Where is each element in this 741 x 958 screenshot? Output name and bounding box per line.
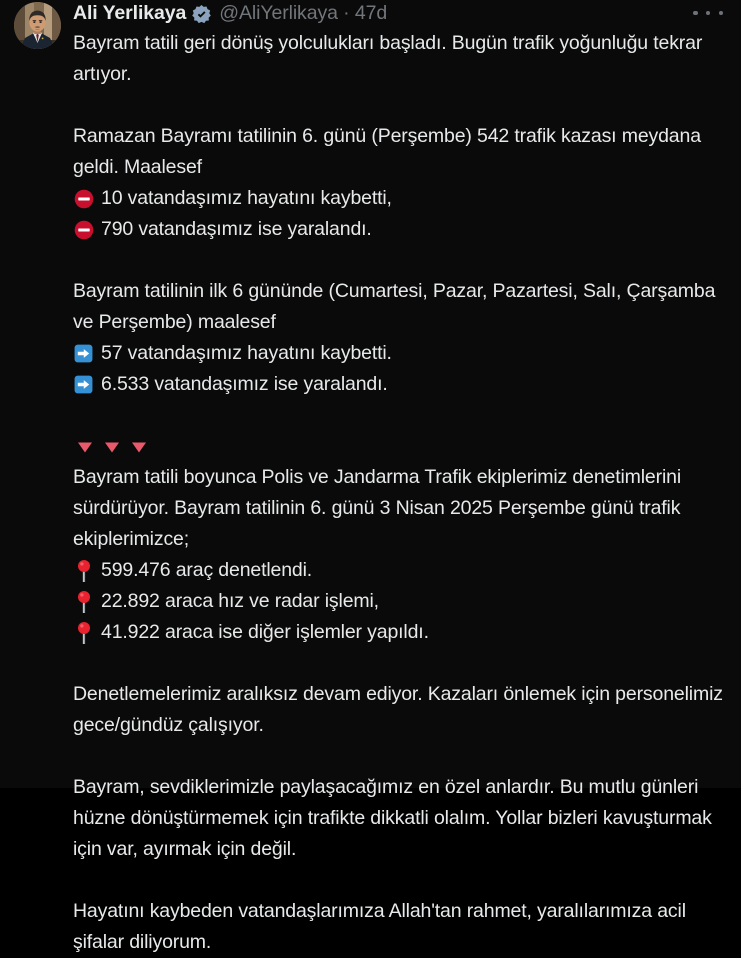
down-triangle-icon (129, 437, 148, 456)
more-dot (719, 11, 724, 16)
map-pin-icon (73, 586, 94, 617)
right-arrow-icon (73, 369, 94, 400)
list-item (73, 586, 728, 617)
list-item (73, 555, 728, 586)
list-item (73, 617, 728, 648)
list-item-label: 22.892 araca hız ve radar işlemi, (101, 590, 379, 612)
verified-badge-icon[interactable] (191, 4, 212, 25)
post-body (73, 28, 728, 958)
paragraph-1: Bayram tatili geri dönüş yolculukları başladı. Bugün trafik yoğunluğu tekrar artıyor. (73, 32, 703, 85)
paragraph-2: Ramazan Bayramı tatilinin 6. günü (Perşembe) 542 trafik kazası meydana geldi. Maalesef (73, 125, 701, 178)
map-pin-icon (73, 555, 94, 586)
no-entry-icon (73, 183, 94, 214)
list-item-label: 41.922 araca ise diğer işlemler yapıldı. (101, 621, 429, 643)
list-item (73, 183, 728, 214)
more-dot (706, 11, 711, 16)
down-triangle-icon (75, 437, 94, 456)
spacer (73, 741, 728, 772)
down-triangle-icon (102, 437, 121, 456)
list-item-label: 57 vatandaşımız hayatını kaybetti. (101, 342, 392, 364)
list-item-label: 790 vatandaşımız ise yaralandı. (101, 218, 372, 240)
avatar[interactable] (14, 2, 61, 49)
map-pin-icon (73, 617, 94, 648)
list-item (73, 338, 728, 369)
post-header (0, 0, 741, 30)
avatar-photo (14, 2, 61, 49)
list-item (73, 214, 728, 245)
spacer (73, 865, 728, 896)
paragraph-7: Hayatını kaybeden vatandaşlarımıza Allah'tan rahmet, yaralılarımıza acil şifalar diliyorum. (73, 900, 686, 953)
list-item-label: 6.533 vatandaşımız ise yaralandı. (101, 373, 388, 395)
right-arrow-icon (73, 338, 94, 369)
no-entry-icon (73, 214, 94, 245)
spacer (73, 90, 728, 121)
triangle-row (73, 431, 728, 462)
author-handle-and-time: @AliYerlikaya · 47d (219, 2, 388, 24)
list-item (73, 369, 728, 400)
more-dot (693, 11, 698, 16)
spacer (73, 648, 728, 679)
author-identity (73, 1, 387, 25)
paragraph-6: Bayram, sevdiklerimizle paylaşacağımız en özel anlardır. Bu mutlu günleri hüzne dönüştürmemek için trafikte dikkatli olalım. Yollar bizleri kavuşturmak için var, ayırmak için değil. (73, 776, 712, 860)
list-item-label: 10 vatandaşımız hayatını kaybetti, (101, 187, 392, 209)
paragraph-3: Bayram tatilinin ilk 6 gününde (Cumartesi, Pazar, Pazartesi, Salı, Çarşamba ve Perşembe) maalesef (73, 280, 716, 333)
paragraph-5: Denetlemelerimiz aralıksız devam ediyor. Kazaları önlemek için personelimiz gece/gündüz çalışıyor. (73, 683, 723, 736)
more-options-icon[interactable] (691, 3, 725, 23)
list-item-label: 599.476 araç denetlendi. (101, 559, 313, 581)
paragraph-4: Bayram tatili boyunca Polis ve Jandarma Trafik ekiplerimiz denetimlerini sürdürüyor. Bayram tatilinin 6. günü 3 Nisan 2025 Perşembe günü trafik ekiplerimizce; (73, 466, 682, 550)
spacer (73, 400, 728, 431)
author-display-name[interactable]: Ali Yerlikaya (73, 2, 187, 24)
spacer (73, 245, 728, 276)
